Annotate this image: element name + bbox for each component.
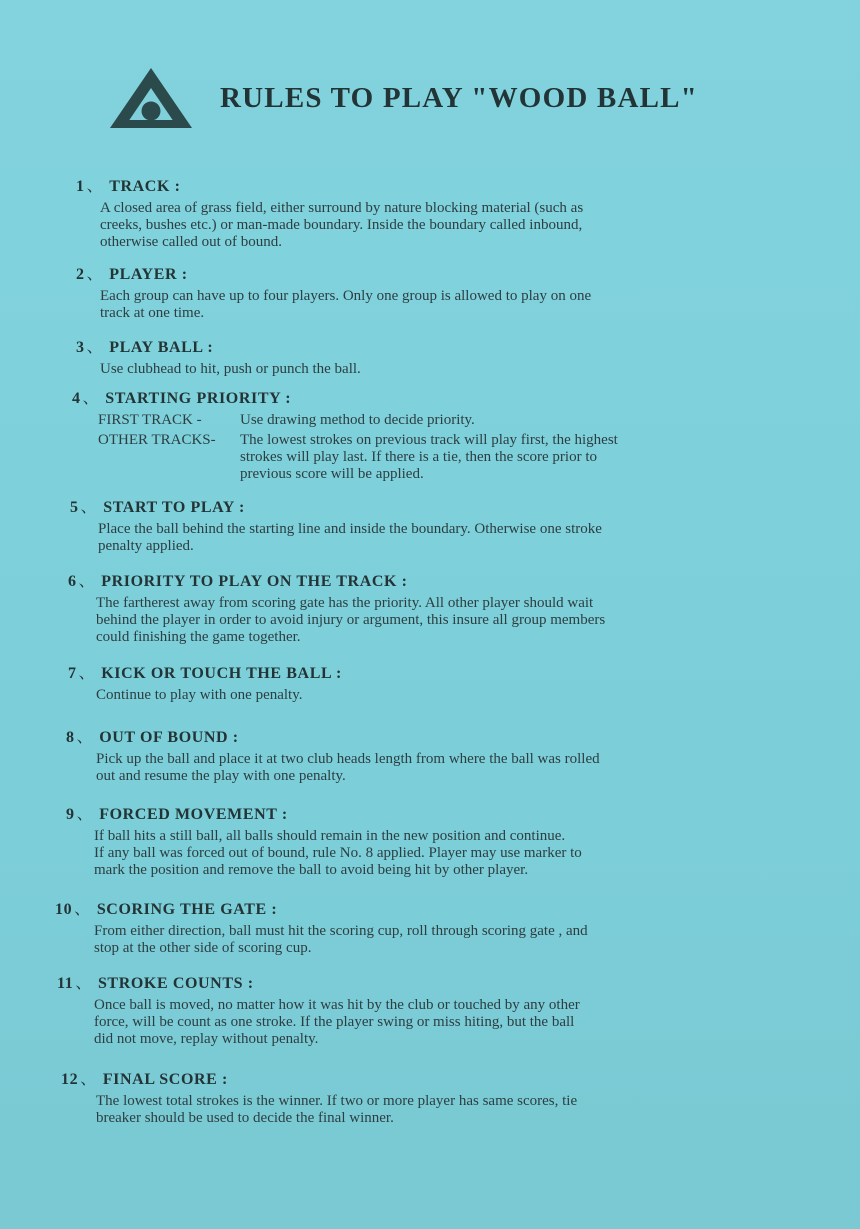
rule-body	[94, 923, 755, 957]
rule-heading-text: SCORING THE GATE :	[96, 901, 278, 918]
rule-body-line: Once ball is moved, no matter how it was hit by the club or touched by any other	[94, 997, 580, 1013]
rule-body-line: From either direction, ball must hit the scoring cup, roll through scoring gate , and	[94, 923, 588, 939]
rule-body-line: Pick up the ball and place it at two club heads length from where the ball was rolled	[96, 751, 600, 767]
rule-6	[68, 572, 768, 646]
rule-body	[98, 521, 770, 555]
rule-11	[57, 974, 757, 1048]
rule-heading-text: FORCED MOVEMENT :	[99, 806, 288, 823]
rule-body	[96, 751, 766, 785]
rule-heading-text: STROKE COUNTS :	[97, 975, 254, 992]
rule-heading	[66, 728, 766, 748]
rule-body	[96, 1093, 761, 1127]
rule-number: 12	[61, 1071, 79, 1088]
rule-9	[66, 805, 766, 879]
rule-12	[61, 1070, 761, 1127]
rule-2	[76, 265, 776, 322]
rule-separator: 、	[76, 729, 94, 746]
rule-body-line: otherwise called out of bound.	[100, 234, 283, 250]
rule-7	[68, 664, 768, 704]
rule-body-line: Continue to play with one penalty.	[96, 687, 303, 703]
rule-number: 7	[68, 665, 77, 682]
rule-number: 2	[76, 266, 85, 283]
rule-separator: 、	[80, 1071, 97, 1088]
sub-rule-text	[240, 432, 618, 483]
rule-4	[72, 389, 772, 483]
rule-number: 9	[66, 806, 75, 823]
rule-body-line: penalty applied.	[98, 538, 194, 554]
rule-body-line: track at one time.	[100, 305, 205, 321]
rule-number: 4	[72, 390, 81, 407]
rule-body-line: creeks, bushes etc.) or man-made boundary. Inside the boundary called inbound,	[100, 217, 583, 233]
rule-number: 6	[68, 573, 77, 590]
rule-body	[94, 997, 757, 1048]
rule-heading-text: PLAY BALL :	[109, 339, 214, 356]
rule-body-line: could finishing the game together.	[96, 629, 301, 645]
sub-rule-label: FIRST TRACK -	[98, 412, 202, 428]
rule-body-line: The fartherest away from scoring gate has the priority. All other player should wait	[96, 595, 594, 611]
rule-heading-text: FINAL SCORE :	[102, 1071, 228, 1088]
rule-body	[100, 288, 776, 322]
rule-5	[70, 498, 770, 555]
rule-separator: 、	[86, 178, 104, 195]
rule-heading-text: KICK OR TOUCH THE BALL :	[101, 665, 342, 682]
rule-body	[96, 687, 768, 704]
rule-number: 5	[70, 499, 79, 516]
rule-body	[100, 200, 776, 251]
rule-number: 3	[76, 339, 85, 356]
rule-heading	[72, 389, 772, 409]
rule-number: 1	[76, 178, 85, 195]
rule-separator: 、	[86, 266, 104, 283]
rule-heading	[68, 664, 768, 684]
sub-rule	[98, 412, 772, 429]
rule-number: 10	[55, 901, 73, 918]
sub-rule-text	[240, 412, 475, 429]
rule-heading-text: STARTING PRIORITY :	[105, 390, 292, 407]
rule-heading	[76, 265, 776, 285]
rule-body-line: A closed area of grass field, either surround by nature blocking material (such as	[100, 200, 584, 216]
sub-rule	[98, 432, 772, 483]
rule-body-line: stop at the other side of scoring cup.	[94, 940, 312, 956]
rule-separator: 、	[82, 390, 100, 407]
rule-number: 11	[57, 975, 74, 992]
rule-heading-text: PRIORITY TO PLAY ON THE TRACK :	[101, 573, 408, 590]
triangle-ball-logo-icon	[108, 66, 194, 130]
rule-heading	[61, 1070, 761, 1090]
rule-body-line: If ball hits a still ball, all balls should remain in the new position and continue.	[94, 828, 566, 844]
rule-heading-text: TRACK :	[109, 178, 181, 195]
rule-body	[100, 361, 776, 378]
rule-heading	[76, 177, 776, 197]
rule-body-line: Place the ball behind the starting line and inside the boundary. Otherwise one stroke	[98, 521, 602, 537]
rule-body-line: breaker should be used to decide the final winner.	[96, 1110, 394, 1126]
document-header	[108, 66, 808, 132]
rule-heading	[68, 572, 768, 592]
rule-body-line: behind the player in order to avoid injury or argument, this insure all group members	[96, 612, 606, 628]
rule-8	[66, 728, 766, 785]
rule-separator: 、	[76, 806, 94, 823]
rule-separator: 、	[75, 975, 92, 992]
rule-1	[76, 177, 776, 251]
rule-heading	[57, 974, 757, 994]
rule-body-line: Use clubhead to hit, push or punch the ball.	[100, 361, 361, 377]
rule-body-line: out and resume the play with one penalty.	[96, 768, 346, 784]
rule-heading	[66, 805, 766, 825]
rule-heading	[55, 900, 755, 920]
rule-separator: 、	[86, 339, 104, 356]
rule-body-line: If any ball was forced out of bound, rule No. 8 applied. Player may use marker to	[94, 845, 582, 861]
rule-3	[76, 338, 776, 378]
rule-body-line: mark the position and remove the ball to avoid being hit by other player.	[94, 862, 529, 878]
rule-separator: 、	[78, 573, 96, 590]
rule-body-line: The lowest total strokes is the winner. If two or more player has same scores, tie	[96, 1093, 578, 1109]
rule-body-line: Each group can have up to four players. Only one group is allowed to play on one	[100, 288, 592, 304]
sub-rule-line: Use drawing method to decide priority.	[240, 412, 475, 428]
rule-heading-text: PLAYER :	[109, 266, 188, 283]
rule-body	[96, 595, 768, 646]
sub-rule-label: OTHER TRACKS-	[98, 432, 216, 448]
rule-body	[98, 412, 772, 483]
rule-separator: 、	[80, 499, 98, 516]
sub-rule-line: The lowest strokes on previous track will play first, the highest	[240, 432, 618, 448]
rule-heading	[76, 338, 776, 358]
rule-separator: 、	[78, 665, 96, 682]
rule-body-line: did not move, replay without penalty.	[94, 1031, 319, 1047]
rule-separator: 、	[74, 901, 91, 918]
sub-rule-line: strokes will play last. If there is a tie, then the score prior to	[240, 449, 597, 465]
rule-heading	[70, 498, 770, 518]
rule-heading-text: START TO PLAY :	[103, 499, 245, 516]
rule-number: 8	[66, 729, 75, 746]
rule-heading-text: OUT OF BOUND :	[99, 729, 239, 746]
rule-body	[94, 828, 766, 879]
sub-rule-line: previous score will be applied.	[240, 466, 424, 482]
rule-body-line: force, will be count as one stroke. If the player swing or miss hiting, but the ball	[94, 1014, 575, 1030]
rule-10	[55, 900, 755, 957]
page-title: RULES TO PLAY "WOOD BALL"	[220, 82, 698, 114]
